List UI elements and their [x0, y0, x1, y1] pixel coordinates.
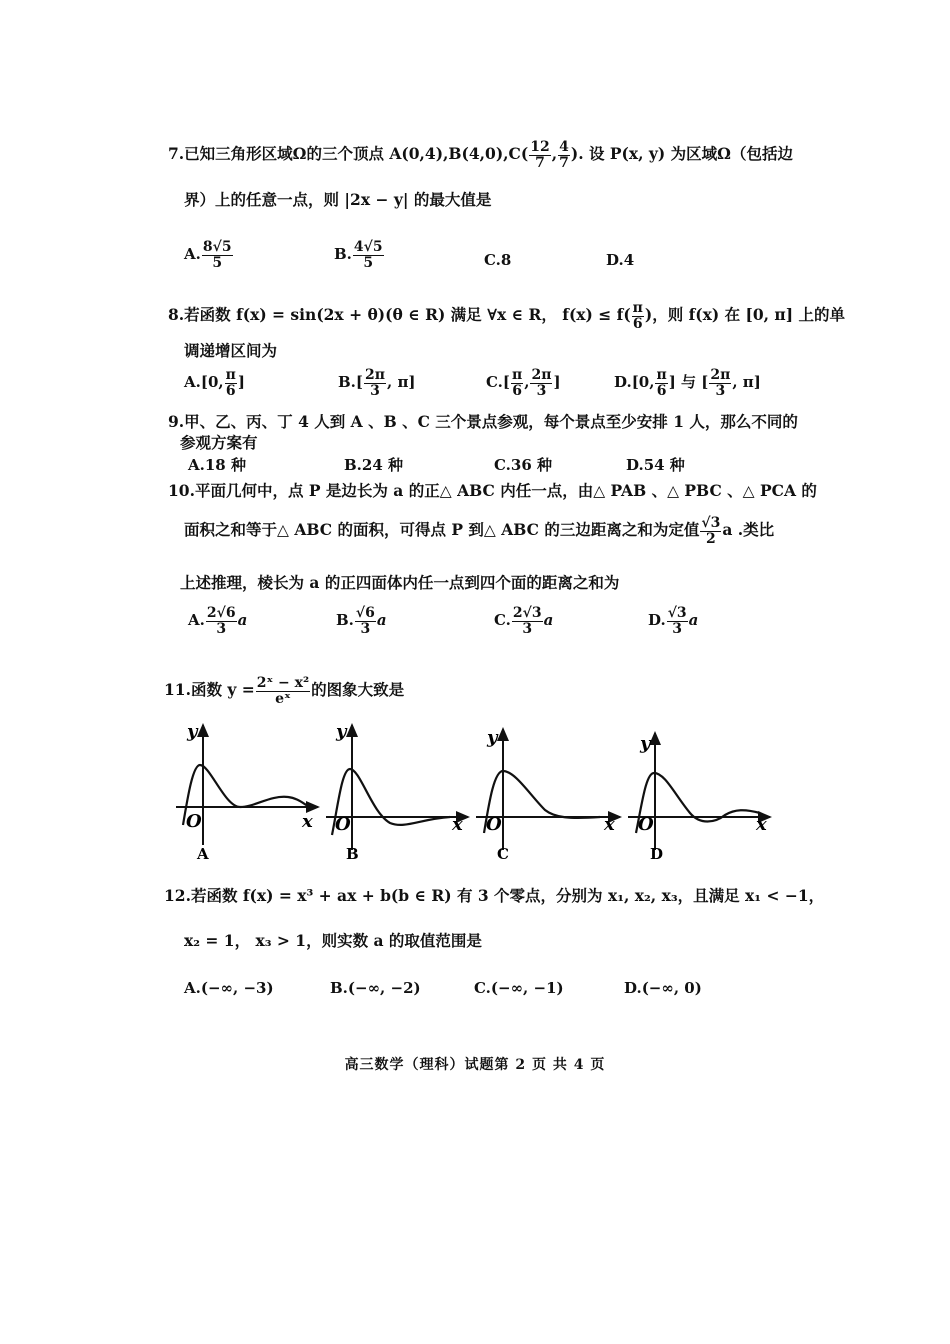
y-axis-label: y: [336, 721, 347, 742]
q11-graph-c: [476, 727, 620, 863]
q11-graph-a: [176, 721, 318, 863]
q8-option-a: A.[0, $\frac{\pi}{6}$ ]: [184, 367, 245, 399]
q8-line2: 调递增区间为: [184, 341, 278, 360]
q10-option-c: C. $\frac{2√3}{3}$ a: [494, 605, 554, 637]
q12-option-d: D.(−∞, 0): [624, 979, 702, 997]
x-axis-label: x: [604, 814, 615, 835]
q8-line1: 8.若函数 f(x) = sin(2x + θ)(θ ∈ R) 满足 ∀x ∈ R， f(x) ≤ f( $\frac{\pi}{6}$ )，则 f(x) 在 [0, π] 上的单: [168, 300, 845, 332]
q7-line2: 界）上的任意一点，则 |2x − y| 的最大值是: [184, 190, 492, 209]
origin-label: O: [486, 814, 502, 835]
q7-line1: 7.已知三角形区域Ω的三个顶点 A(0,4),B(4,0),C( $\frac{12}{7}$ , $\frac{4}{7}$ ). 设 P(x, y) 为区域Ω（包括边: [168, 139, 793, 171]
y-axis-label: y: [640, 733, 651, 754]
q9-option-c: C.36 种: [494, 456, 552, 474]
q11-graphs: [0, 715, 950, 865]
q12-option-c: C.(−∞, −1): [474, 979, 564, 997]
y-axis-label: y: [187, 721, 198, 742]
q7-option-b: B. $\frac{4√5}{5}$: [334, 239, 383, 271]
q12-line2: x₂ = 1， x₃ > 1，则实数 a 的取值范围是: [184, 931, 482, 950]
q12-line1: 12.若函数 f(x) = x³ + ax + b(b ∈ R) 有 3 个零点，分别为 x₁, x₂, x₃，且满足 x₁ < −1，: [164, 886, 825, 905]
q7-option-c: C.8: [484, 251, 512, 269]
graph-label: B: [346, 845, 359, 863]
origin-label: O: [335, 814, 351, 835]
q10-option-a: A. $\frac{2√6}{3}$ a: [188, 605, 248, 637]
q8-option-b: B.[ $\frac{2\pi}{3}$ , π]: [338, 367, 416, 399]
q9-line2: 参观方案有: [180, 433, 258, 452]
q10-option-b: B. $\frac{√6}{3}$ a: [336, 605, 387, 637]
q7-option-d: D.4: [606, 251, 635, 269]
page-footer: 高三数学（理科）试题第 2 页 共 4 页: [344, 1057, 606, 1073]
graph-label: A: [197, 845, 209, 863]
q10-line2: 面积之和等于△ ABC 的面积，可得点 P 到△ ABC 的三边距离之和为定值 $\frac{√3}{2}$ a .类比: [184, 515, 775, 547]
q10-line3: 上述推理，棱长为 a 的正四面体内任一点到四个面的距离之和为: [180, 573, 620, 592]
q7-cx-fraction: $\frac{12}{7}$: [530, 139, 550, 171]
q9-option-b: B.24 种: [344, 456, 403, 474]
q8-option-c: C.[ $\frac{\pi}{6}$ , $\frac{2\pi}{3}$ ]: [486, 367, 561, 399]
q9-line1: 9.甲、乙、丙、丁 4 人到 A 、B 、C 三个景点参观，每个景点至少安排 1 人，那么不同的: [168, 412, 798, 431]
q7-cy-fraction: $\frac{4}{7}$: [559, 139, 569, 171]
x-axis-label: x: [452, 814, 463, 835]
y-axis-label: y: [487, 727, 498, 748]
q7-option-a: A. $\frac{8√5}{5}$: [184, 239, 232, 271]
origin-label: O: [638, 814, 654, 835]
q9-option-a: A.18 种: [188, 456, 246, 474]
x-axis-label: x: [302, 811, 313, 832]
q11-graph-d: [628, 733, 770, 863]
q8-option-d: D.[0, $\frac{\pi}{6}$ ] 与 [ $\frac{2\pi}{3}$ , π]: [614, 367, 761, 399]
q10-option-d: D. $\frac{√3}{3}$ a: [648, 605, 699, 637]
origin-label: O: [186, 811, 202, 832]
q11-line: 11.函数 y = $\frac{\text{2ˣ − x²}}{\text{eˣ}}$ 的图象大致是: [164, 675, 405, 707]
q11-graph-b: [326, 721, 468, 863]
q10-line1: 10.平面几何中，点 P 是边长为 a 的正△ ABC 内任一点，由△ PAB 、△ PBC 、△ PCA 的: [168, 481, 817, 500]
q12-option-b: B.(−∞, −2): [330, 979, 421, 997]
graph-label: D: [650, 845, 664, 863]
q12-option-a: A.(−∞, −3): [184, 979, 274, 997]
x-axis-label: x: [756, 814, 767, 835]
q9-option-d: D.54 种: [626, 456, 685, 474]
graph-label: C: [497, 845, 509, 863]
